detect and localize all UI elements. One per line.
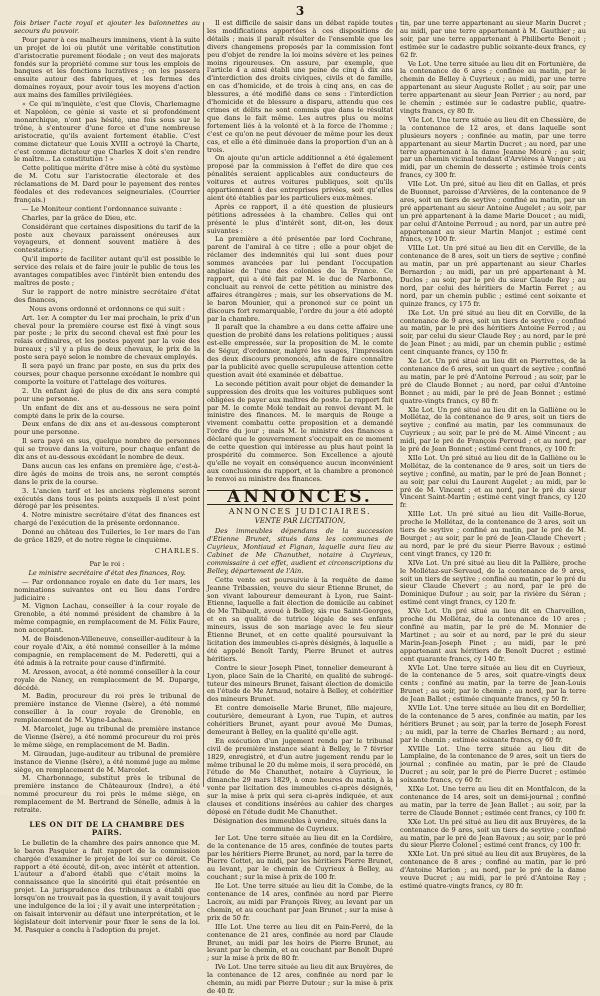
article-1: Art. 1er. A compter du 1er mai prochain, le prix d'un cheval pour la première course est fixé à vingt sous par poste ; le prix du second cheval est fixé pour les relais ordinaires, et les postes payent par la voie des bureaux ; s'il y a plus de deux chevaux, le prix de la poste sera payé selon le nombre de chevaux employés. (14, 313, 200, 362)
lot-entry: XIIIe Lot. Un pré situé au lieu dit Vaille-Borue, proche le Mollétaz, de la contenance de 3 ares, soit un tiers de seytive ; confiné au matin, par le pré de M. Bourget ; au soir, par le pré de Jean-Claude Chevert ; au nord, par le pré du sieur Pierre Bavoux ; estimé cent vingt francs, cy 120 fr. (400, 510, 586, 558)
column-left (14, 19, 200, 934)
paragraph: Cette politique mérite d'être mise à côté du système de M. Cotu sur l'aristocratie électorale et des réclamations de M. Dard pour le payement des rentes féodales et des redevances seigneuriales. (Courrier français.) (14, 164, 200, 204)
paragraph: M. Badin, procureur du roi près le tribunal de première instance de Vienne (Isère), a été nommé conseiller à la cour royale de Grenoble, en remplacement de M. Vigne-Lachau. (14, 692, 200, 725)
lot-entry: IIe Lot. Une terre située au lieu dit la Combe, de la contenance de 14 ares, confinée au nord par Pierre Lacroix, au midi par François Rivey, au levant par un chemin, et au couchant par Jean Brunet ; sur la mise à prix de 50 fr. (207, 882, 393, 922)
paragraph: Nous avons ordonné et ordonnons ce qui suit : (29, 304, 185, 313)
paragraph: Dans aucun cas les enfans en première âge, c'est-à-dire âgés de moins de trois ans, ne seront comptés dans le prix de la course. (14, 461, 200, 486)
lot-entry: XVIIIe Lot. Une terre située au lieu dit de Lamplaine, de la contenance de 9 ares, soit un tiers de journal ; confinée au matin, par le pré de Claude Ducret ; au soir, par le pré de Pierre Ducret ; estimée soixante francs, cy 60 fr. (400, 744, 586, 785)
paragraph: M. Marcolet, juge au tribunal de première instance de Vienne (Isère), a été nommé procureur du roi près le même siège, en remplacement de M. Badin. (14, 725, 200, 749)
paragraph: Sur le rapport de notre ministre secrétaire d'état des finances, (14, 287, 200, 304)
lot-entry: IXe Lot. Un pré situé au lieu dit en Corville, de la contenance de 9 ares, soit un tiers de seytive ; confiné au matin, par le pré des héritiers Antoine Ferrod ; au soir, par celui du sieur Claude Rey ; au nord, par le pré de Jean Pinet ; au midi, par un chemin public ; estimé cent cinquante francs, cy 150 fr. (400, 308, 586, 357)
paragraph: Cette vente est poursuivie à la requête de dame Jeanne Tribassien, veuve du sieur Étienne Brunet, de son vivant laboureur demeurant à Lyon, rue Saint-Etienne, laquelle a fait élection de domicile au cabinet de Me Thibault, avoué à Belley, sis rue Saint-Georges, et en sa qualité de tutrice légale de ses enfants mineurs, issus de son mariage avec le feu sieur Étienne Brunet, et en cette qualité poursuivant la licitation des immeubles ci-après désignés, à laquelle a été appelé Benoît Tardy, Pierre Brunet et autres héritiers. (207, 575, 393, 663)
lot-entry: XVIe Lot. Une terre située au lieu dit en Cuyrieux, de la contenance de 5 ares, soit quatre-vingts deux cents ; confiné au matin, par la terre de Jean-Louis Brunet ; au soir, par le chemin ; au nord, par la terre de Jean Ballet ; estimée cinquante francs, cy 50 fr. (400, 663, 586, 704)
paragraph: Deux enfans de dix ans et au-dessous compteront pour une personne. (14, 420, 200, 437)
paragraph: Et contre demoiselle Marie Brunet, fille majeure, couturière, demeurant à Lyon, rue Tupin, et autres cohéritiers Brunet, ayant pour avoué Me Dumas, demeurant à Belley, en la qualité qu'elle agit. (207, 704, 393, 736)
lot-entry: VIe Lot. Une terre située au lieu dit en Chessière, de la contenance de 12 ares, et dans laquelle sont plusieurs noyers ; confinée au matin, par une terre appartenant au sieur Martin Ducret ; au nord, par une terre appartenant à la dame Jeanne Mouré ; au soir, par un chemin vicinal tendant d'Arvières à Vanger ; au midi, par un chemin de desserte ; estimée trois cents francs, cy 300 fr. (400, 115, 586, 180)
paragraph: Il paraît que la chambre a eu dans cette affaire une question de probité dans les relations politiques ; aussi est-elle empressée, sur la proposition de M. le comte de Ségur, d'ordonner, malgré les usages, l'impression des deux discours prononcés, afin de faire connaître par la publicité avec quelle scrupuleuse attention cette question avait été examinée et débattue. (207, 323, 393, 379)
paragraph: Il est difficile de saisir dans un débat rapide toutes les modifications apportées à ces dispositions de détails ; mais il paraît résulter de l'ensemble que les divers changemens proposés par la commission font peu d'objet de rendre la loi moins sévère et les peines moins rigoureuses. On assure, par exemple, que l'article 4 a ainsi établi une peine de cinq à dix ans d'interdiction des droits civiques, civils et de famille, en cas d'homicide, et de trois à cinq ans, en cas de blessures, a été modifié dans ce sens : l'interdiction d'homicide et de blessure a disparu, attendu que ces crimes et délits ne sont commis que dans le résultat que dans le fait même. Les autres plus ou moins fortement liés à la volonté et à la force de l'homme ; c'est ce qu'on ne peut dévouer de même pour les deux cas, et elle a été diminuée dans la proportion d'un an à trois. (207, 19, 393, 154)
vente-heading: VENTE PAR LICITATION, (254, 517, 346, 526)
article-2: 2. Un enfant âgé de plus de dix ans sera compté pour une personne. (14, 386, 200, 403)
section-heading: LES ON DIT DE LA CHAMBRE DES PAIRS. (29, 820, 185, 837)
paragraph: fois briser l'acte royal et ajouter les balonnettes au secours du pouvoir. (14, 19, 200, 35)
paragraph: M. Aresson, avocat, a été nommé conseiller à la cour royale de Nancy, en remplacement de M. Duparge, décédé. (14, 667, 200, 692)
lot-entry: VIIIe Lot. Un pré situé au lieu dit en Cerville, de la contenance de 8 ares, soit un tiers de seytive ; confiné au matin, par un pré appartenant au sieur Charles Bernardon ; au midi, par un pré appartenant à M. Duclos ; au soir, par le pré du sieur Claude Rey ; au nord, par celui des héritiers de Martin Ferret ; au nord, par un chemin public ; estimé cent soixante et quinze francs, cy 175 fr. (400, 244, 586, 308)
lot-entry: XIXe Lot. Une terre au lieu dit en Montfalcon, de la contenance de 14 ares, soit un demi-journal ; confiné au matin, par la terre de Jean Ballet ; au soir, par la terre de Claude Bonnet ; estimée cent francs, cy 100 fr. (400, 785, 586, 817)
lot-entry: XXIe Lot. Un pré situé au lieu dit aux Bruyères, de la contenance de 8 ares ; confiné au matin, par le pré d'Antoine Marion ; au nord, par le pré de la dame veuve Ducret ; au midi, par le pré d'Antoine Rey ; estimé quatre-vingts francs, cy 80 fr. (400, 850, 586, 890)
lot-entry: XIVe Lot. Un pré situé au lieu dit la Pallière, proche le Mollétaz-sur-Servaud, de la contenance de 9 ares, soit un tiers de seytive ; confiné au matin, par le pré du sieur Claude Chevert ; au nord, par le pré de Dominique Dufour ; au soir, par la rivière du Séran ; estimé cent vingt francs, cy 120 fr. (400, 558, 586, 607)
paragraph: M. Charbonnage, substitut près le tribunal de première instance de Châteauroux (Indre), a été nommé procureur du roi près le même siège, en remplacement de M. Bertrand de Sénelle, admis à la retraite. (14, 774, 200, 815)
column-right (400, 19, 586, 890)
signature: CHARLES. (154, 547, 200, 555)
article-3: 3. L'ancien tarif et les anciens règlemens seront exécutés dans tous les points auxquels il n'est point dérogé par les présentes. (14, 486, 200, 511)
lot-entry: XVIIe Lot. Une terre située au lieu dit en Bordellier, de la contenance de 5 ares, confinée au matin, par les héritiers Brunet ; au soir, par la terre de Joseph Forest ; au midi, par la terre de Charles Bernard ; au nord, par le chemin ; estimée soixante francs, cy 60 fr. (400, 704, 586, 744)
paragraph: M. Vignon Lachau, conseiller à la cour royale de Grenoble, a été nommé président de chambre à la même compagnie, en remplacement de M. Félix Faure, non acceptant. (14, 602, 200, 635)
paragraph: M. de Boisdenon-Villeneuve, conseiller-auditeur à la cour royale d'Aix, a été nommé conseiller à la même compagnie, en remplacement de M. Pederetti, qui a été admis à la retraite pour cause d'infirmité. (14, 635, 200, 667)
lot-entry: Xe Lot. Un pré situé au lieu dit en Pierrettes, de la contenance de 6 ares, soit un quart de seytive ; confiné au matin, par le pré d'Antoine Perroud ; au soir, par le pré de Claude Bonnet ; au nord, par celui d'Antoine Bonnet ; au midi, par le pré de Jean Bonnet ; estimé quatre-vingts francs, cy 80 fr. (400, 357, 586, 405)
lot-entry: XXe Lot. Un pré situé au lieu dit aux Bruyères, de la contenance de 9 ares, soit un tiers de seytive ; confiné au matin, par le pré de Jean Bavoux ; au soir, par le pré du sieur Pierre Colonel ; estimé cent francs, cy 100 fr. (400, 817, 586, 850)
lot-entry: XIIe Lot. Un pré situé au lieu dit de la Galliène ou le Mollétaz, de la contenance de 9 ares, soit un tiers de seytive ; confiné, au matin, par le pré de Jean Bonnet ; au soir, par celui du Laurent Augelet ; au midi, par le pré de M. Vincent ; et au nord, par le pré du sieur Vincent Saint-Martin ; estimé cent vingt francs, cy 120 fr. (400, 453, 586, 510)
column-rule-left (203, 22, 204, 787)
paragraph: Qu'il importe de faciliter autant qu'il est possible le service des relais et de faire jouir le public de tous les avantages compatibles avec l'intérêt bien entendu des maîtres de poste ; (14, 255, 200, 287)
annonces-heading: ANNONCES. (207, 490, 393, 506)
paragraph: Le bulletin de la chambre des pairs annonce que M. le baron Pasquier a fait rapport de la commission chargée d'examiner le projet de loi sur ce déroit. Ce rapport a été écouté, dit-on, avec intérêt et attention. L'auteur a d'abord établi que c'était moins la connaissance que la sincérité qui était présentée en projet. La jurisprudence des tribunaux a établi que lorsqu'on ne trouvait pas la question, il y avait toujours une indulgence de la loi ; il y avait une interprétation ; on faisait intervenir au défaut une interprétation, et le législateur doit intervenir pour fixer le sens de la loi. M. Pasquier a conclu à l'adoption du projet. (14, 838, 200, 934)
paragraph: Il sera payé un franc par poste, en sus du prix des courses, pour chaque personne excédant le nombre qui comporte la voiture et l'attelage des voitures. (14, 362, 200, 386)
paragraph: Considérant que certaines dispositions du tarif de la poste aux chevaux paraissent onéreuses aux voyageurs, et donnent souvent matière à des contestations ; (14, 222, 200, 255)
paragraph: — Le Moniteur contient l'ordonnance suivante : (22, 204, 182, 213)
lot-entry: IVe Lot. Une terre située au lieu dit aux Bruyères, de la contenance de 12 ares, confinée au nord par le chemin, au midi par Pierre Dutour ; sur la mise à prix de 40 fr. (207, 963, 393, 995)
column-middle (207, 19, 393, 995)
lot-entry: Ier Lot. Une terre située au lieu dit en la Cordière, de la contenance de 15 ares, confinée de toutes parts par les héritiers Pierre Brunet, au nord, par la terre de Pierre Cottet, au midi, par les héritiers Pierre Brunet, au levant, par le chemin de Cuyrieux à Belley, au couchant ; sur la mise à prix de 100 fr. (207, 833, 393, 882)
paragraph: Pour parer à ces malheurs imminens, vient à la suite un projet de loi où plutôt une véritable constitution d'aristocratie purement féodale ; on veut des majorats fondés sur la propriété comme sur tous les emplois de banques et les fonctions lucratives ; on les passera ensuite autour des fabriques, et les fermes des domaines royaux, pour avoir tous les moyens d'action aux mains des familles privilégiées. (14, 35, 200, 100)
page-number: 3 (295, 4, 305, 18)
column-rule-right (396, 22, 397, 787)
paragraph: En exécution d'un jugement rendu par le tribunal civil de première instance séant à Belley, le 7 février 1829, enregistré, et d'un autre jugement rendu par le même tribunal le 20 du même mois, il sera procédé, en l'étude de Me Chanuthet, notaire à Cuyrieux, le dimanche 29 mars 1829, à onze heures du matin, à la vente par licitation des immeubles ci-après désignés, sur la mise à prix qui sera ci-après indiquée, et aux clauses et conditions insérées au cahier des charges déposé en l'étude dudit Me Chanuthet. (207, 736, 393, 816)
paragraph: Charles, par la grâce de Dieu, etc. (22, 213, 137, 222)
quote-paragraph: « Ce qui m'inquiète, c'est que Clovis, Charlemagne et Napoléon, ce génie si vaste et si profondément monarchique, n'ont pas hésité, une fois sous sur le trône, à s'entourer d'une force et d'une nombreuse aristocratie, qu'ils avaient fortement établie. C'est comme dictateur que Louis XVIII a octroyé la Charte, c'est comme dictateur que Charles X doit s'en rendre le maître... La constitution ! » (14, 100, 200, 164)
lot-entry: Ve Lot. Une terre située au lieu dit en Fortunière, de la contenance de 6 ares ; confinée au matin, par le chemin de Belley à Cuyrieux ; au midi, par une terre appartenant au sieur Auguste Rollet ; au soir, par une terre appartenant au sieur Jean Perrier ; au nord, par le chemin ; estimée sur le cadastre public, quatre-vingts francs, cy 80 fr. (400, 59, 586, 115)
paragraph: Il sera payé en sus, quelque nombre de personnes qui se trouve dans la voiture, pour chaque enfant de dix ans et au-dessous excédant le nombre de deux. (14, 437, 200, 462)
paragraph: On ajoute qu'un article additionnel a été également proposé par la commission à l'effet de dire que ces pénalités seraient applicables aux conducteurs de voitures et autres voitures publiques, soit qu'ils appartiennent à des entreprises privées, soit qu'elles aient été établies par les particuliers eux-mêmes. (207, 154, 393, 202)
paragraph: — Par ordonnance royale en date du 1er mars, les nominations suivantes ont eu lieu dans l'ordre judiciaire : (14, 577, 200, 602)
lot-entry: XVe Lot. Un pré situé au lieu dit en Charveillon, proche du Mollétaz, de la contenance de 10 ares ; confiné au matin, par le pré de M. Monnier de Martinet ; au soir et au nord, par le pré du sieur Marin-Jean-Joseph Pinet ; au midi, par le pré appartenant aux héritiers de Benoît Ducret ; estimé cent quarante francs, cy 140 fr. (400, 607, 586, 663)
paragraph: tin, par une terre appartenant au sieur Marin Ducret ; au midi, par une terre appartenant à M. Gauthier ; au soir, par une terre appartenant à Philiberte Benoit ; estimée sur le cadastre public soixante-deux francs, cy 62 fr. (400, 19, 586, 59)
paragraph: Désignation des immeubles à vendre, situés dans la commune de Cuyrieux. (213, 816, 387, 833)
article-4: 4. Notre ministre secrétaire d'état des finances est chargé de l'exécution de la présente ordonnance. (14, 511, 200, 528)
paragraph: La seconde pétition avait pour objet de demander la suppression des droits que les voitures publiques sont obligées de payer aux maîtres de poste. Le rapport fait par M. le comte Molé tendait au renvoi devant M. le ministre des finances. M. le marquis de Rouge a vivement combattu cette proposition et a demandé l'ordre du jour ; mais M. le ministre des finances a déclaré que le gouvernement s'occupait en ce moment de cette question qui intéresse au plus haut point la prospérité du commerce. Son Excellence a ajouté qu'elle ne voyait en conséquence aucun inconvénient aux conclusions du rapport, et la chambre a prononcé le renvoi au ministre des finances. (207, 379, 393, 483)
lot-entry: VIIe Lot. Un pré, situé au lieu dit en Gallas, et prés de Buonnet, paroisse d'Arvières, de la contenance de 9 ares, soit un tiers de seytive ; confiné au matin, par un pré appartenant au sieur Antoine Augelet ; au soir, par un pré appartenant à la dame Marie Doucet ; au midi, par celui d'Antoine Perroud ; au nord, par un autre pré appartenant au sieur Martin Manjot ; estimé cent francs, cy 100 fr. (400, 180, 586, 244)
lot-entry: IIIe Lot. Une terre au lieu dit en Pain-Ferré, de la contenance de 21 ares, confinée au nord par Claude Brunet, au midi par les hoirs de Pierre Brunet, au levant par le chemin, et au couchant par Benoît Dupré ; sur la mise à prix de 80 fr. (207, 922, 393, 963)
paragraph: Donné au château des Tuileries, le 1er mars de l'an de grâce 1829, et de notre règne le cinquième. (14, 528, 200, 545)
paragraph: Un enfant de dix ans et au-dessous ne sera point compté dans le prix de la course. (14, 403, 200, 420)
paragraph: Après ce rapport, il a été question de plusieurs pétitions adressées à la chambre. Celles qui ont présenté le plus d'intérêt sont, dit-on, les deux suivantes : (207, 202, 393, 235)
paragraph: Par le roi : (89, 559, 125, 568)
paragraph: Le ministre secrétaire d'état des finances, Roy. (28, 568, 186, 577)
lot-entry: XIe Lot. Un pré situé au lieu dit en la Galliène ou le Mollétaz, de la contenance de 9 ares, soit un tiers de seytive ; confiné au matin, par les communaux de Cuyrieux ; au soir, par le pré de M. Aimé Vincent ; au midi, par le pré de François Perroud ; et au nord, par le pré de Jean Bonnet ; estimé cent francs, cy 100 fr. (400, 405, 586, 454)
paragraph: Des immeubles dépendans de la succession d'Étienne Brunet, situés dans les communes de Cuyrieux, Montiaud et Fignan, laquelle aura lieu au Cabinet de Me Chanuthet, notaire à Cuyrieux, commissaire à cet effet, audient et circonscriptions du Belley, département de l'Ain. (207, 527, 393, 575)
annonces-judiciaires-heading: ANNONCES JUDICIAIRES. (228, 507, 372, 517)
paragraph: M. Giraudan, juge-auditeur au tribunal de première instance de Vienne (Isère), a été nommé juge au même siège, en remplacement de M. Marcolet. (14, 749, 200, 774)
paragraph: Contre le sieur Joseph Pinet, tonnelier demeurant à Lyon, place Sain de la Charité, en qualité de subrogé-tuteur des mineurs Brunet, faisant élection de domicile en l'étude de Me Arnaud, notaire à Belley, et cohéritier des mineurs Brunet. (207, 663, 393, 704)
paragraph: La première a été présentée par lord Cochrane, parent de l'amiral à ce titre ; elle a pour objet de réclamer des indemnités qui lui sont dues pour sommes avancées par lui pendant l'occupation anglaise de l'une des colonies de la France. Ce rapport, qui a été fait par M. le duc de Narbonne, concluait au renvoi de cette pétition au ministre des affaires étrangères ; mais, sur les observations de M. le baron Mounier, qui a prononcé sur ce point un discours fort remarquable, l'ordre du jour a été adopté par la chambre. (207, 235, 393, 323)
